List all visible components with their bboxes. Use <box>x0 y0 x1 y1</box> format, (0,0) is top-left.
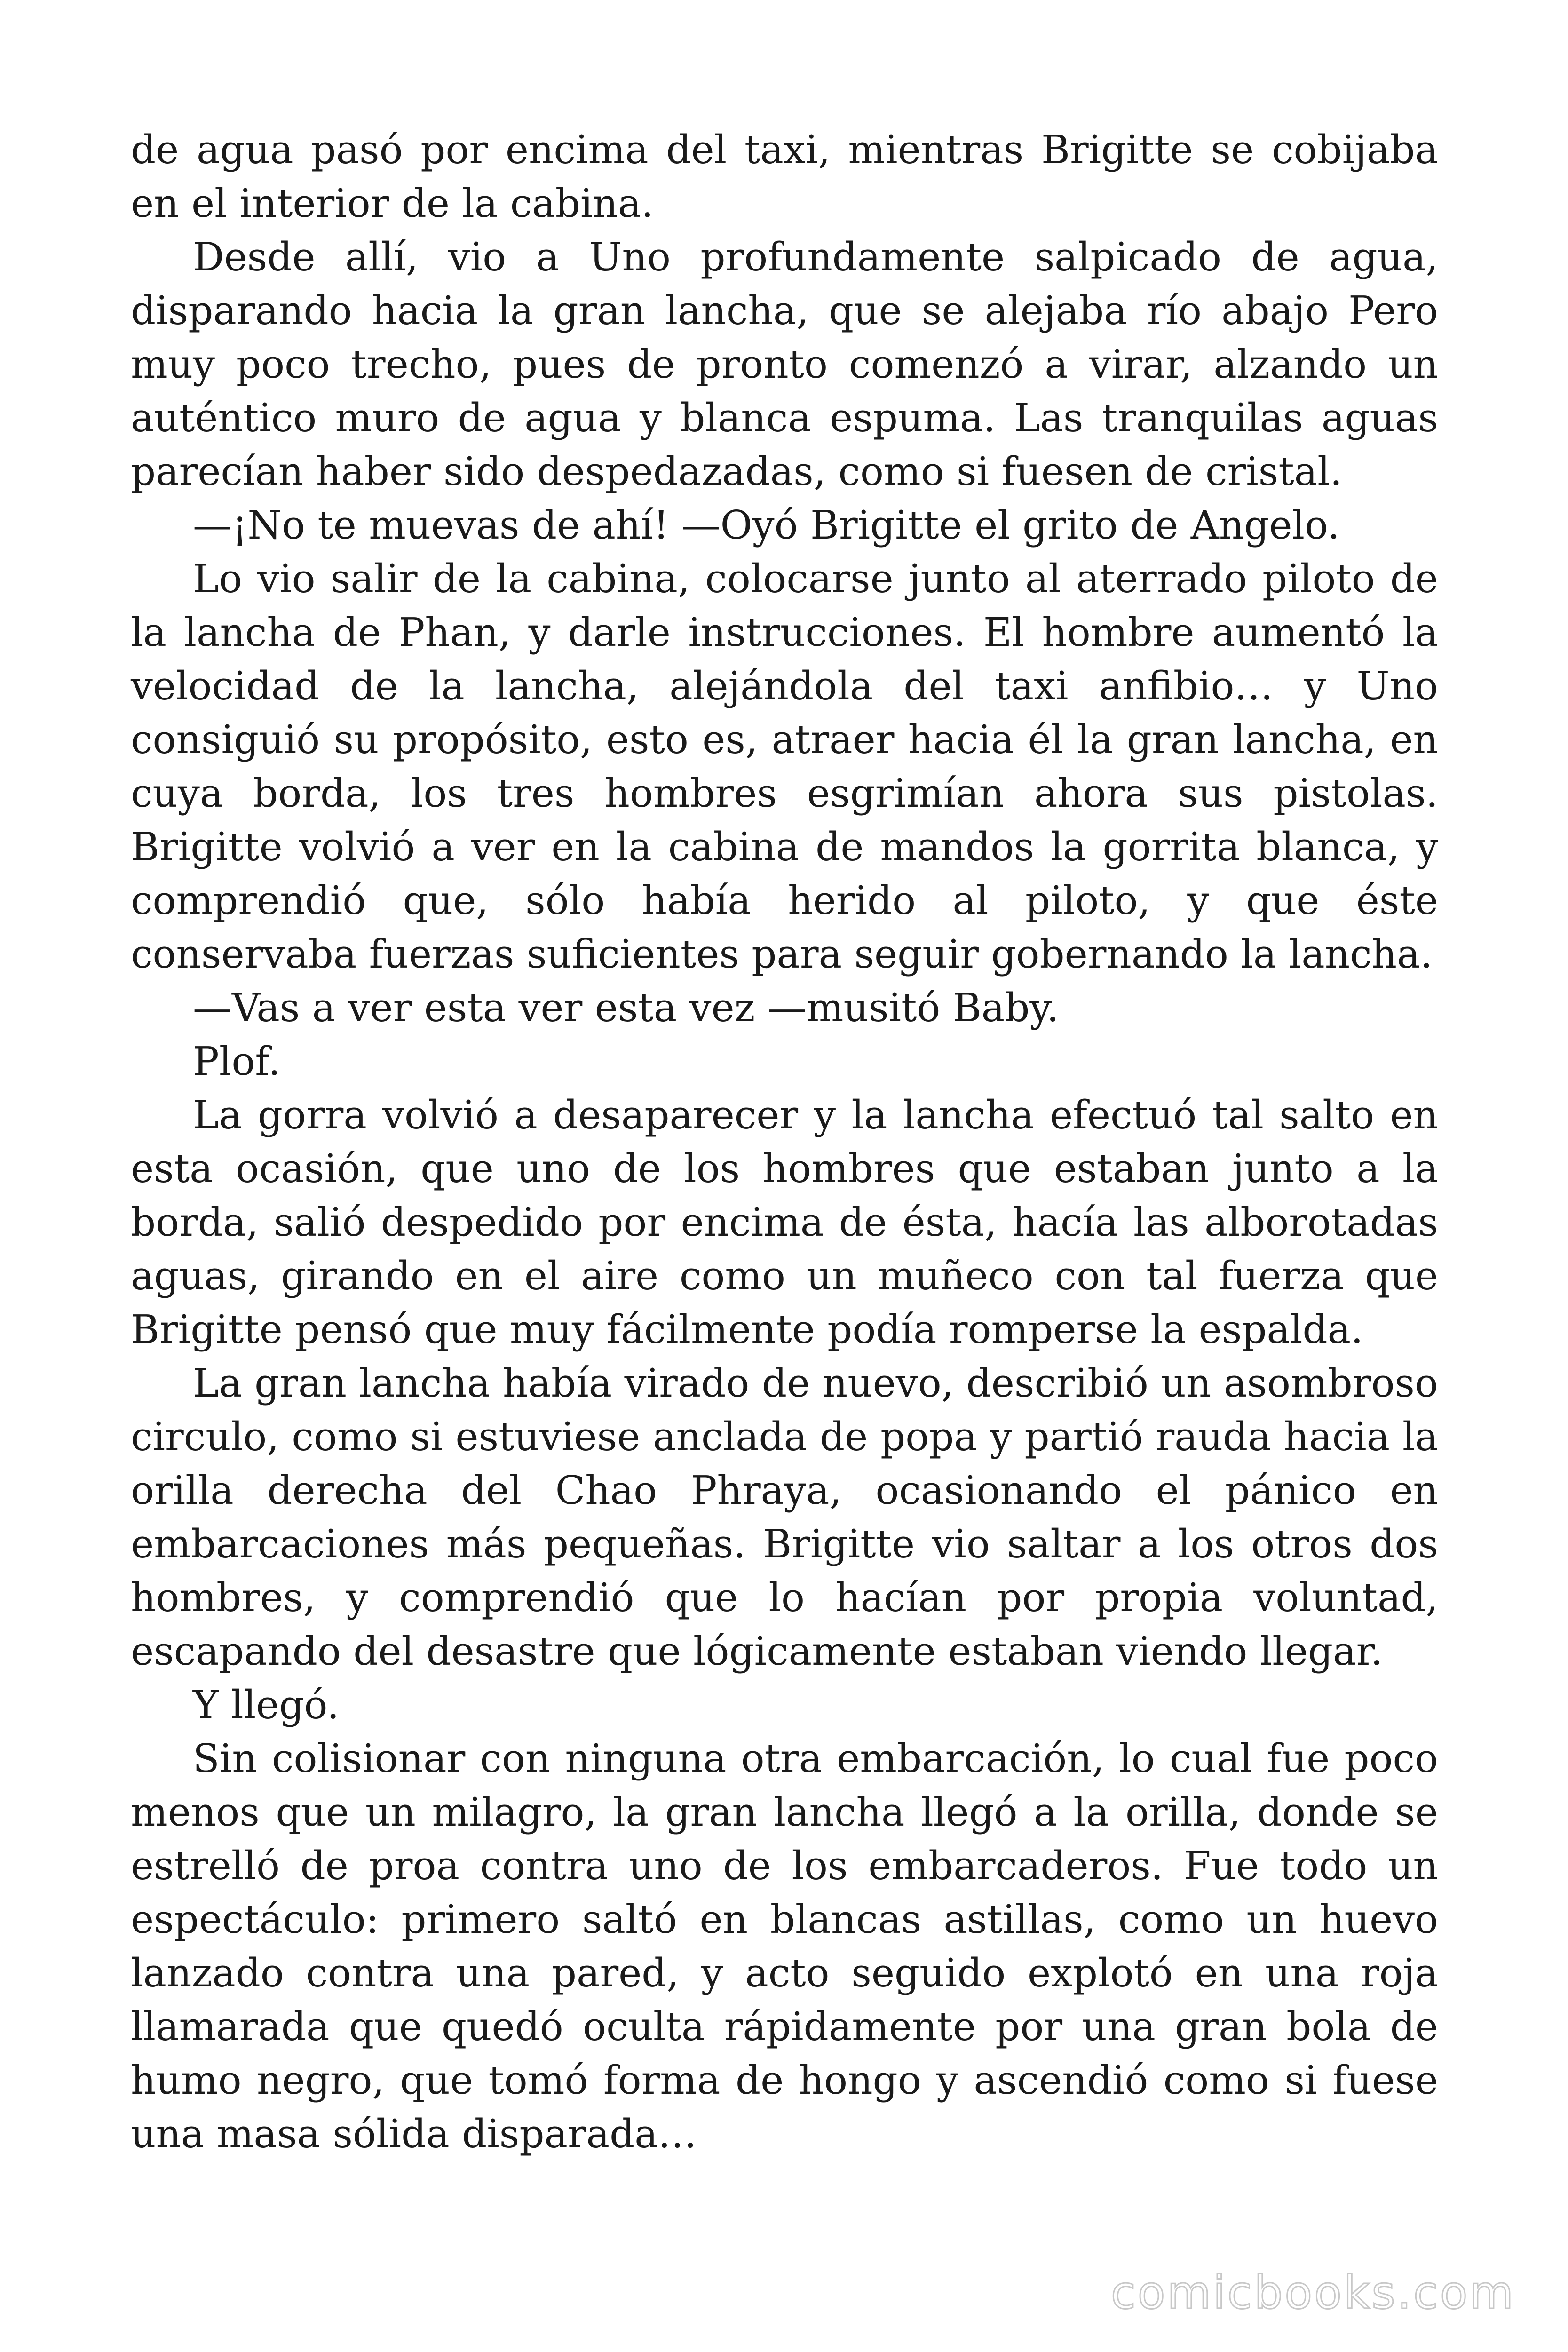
paragraph: Plof. <box>193 1039 281 1084</box>
paragraph-continuation: de agua pasó por encima del taxi, mientras Brigitte se cobijaba en el interior de la cabina. <box>131 127 1438 226</box>
dialogue-paragraph: —¡No te muevas de ahí! —Oyó Brigitte el grito de Angelo. <box>193 502 1340 548</box>
paragraph: Y llegó. <box>193 1682 340 1728</box>
dialogue-paragraph: —Vas a ver esta ver esta vez —musitó Baby. <box>193 985 1059 1031</box>
paragraph: La gorra volvió a desaparecer y la lancha efectuó tal salto en esta ocasión, que uno de los hombres que estaban junto a la borda, salió despedido por encima de ésta, hacía las alborotadas aguas, girando en el aire como un muñeco con tal fuerza que Brigitte pensó que muy fácilmente podía romperse la espalda. <box>131 1092 1438 1352</box>
paragraph: Desde allí, vio a Uno profundamente salpicado de agua, disparando hacia la gran lancha, que se alejaba río abajo Pero muy poco trecho, pues de pronto comenzó a virar, alzando un auténtico muro de agua y blanca espuma. Las tranquilas aguas parecían haber sido despedazadas, como si fuesen de cristal. <box>131 234 1438 494</box>
watermark: comicbooks.com <box>1110 2266 1515 2319</box>
paragraph: La gran lancha había virado de nuevo, describió un asombroso circulo, como si estuviese anclada de popa y partió rauda hacia la orilla derecha del Chao Phraya, ocasionando el pánico en embarcaciones más pequeñas. Brigitte vio saltar a los otros dos hombres, y comprendió que lo hacían por propia voluntad, escapando del desastre que lógicamente estaban viendo llegar. <box>131 1360 1438 1674</box>
body-text <box>131 123 1438 2161</box>
paragraph: Lo vio salir de la cabina, colocarse junto al aterrado piloto de la lancha de Phan, y darle instrucciones. El hombre aumentó la velocidad de la lancha, alejándola del taxi anfibio… y Uno consiguió su propósito, esto es, atraer hacia él la gran lancha, en cuya borda, los tres hombres esgrimían ahora sus pistolas. Brigitte volvió a ver en la cabina de mandos la gorrita blanca, y comprendió que, sólo había herido al piloto, y que éste conservaba fuerzas suficientes para seguir gobernando la lancha. <box>131 556 1438 977</box>
paragraph: Sin colisionar con ninguna otra embarcación, lo cual fue poco menos que un milagro, la gran lancha llegó a la orilla, donde se estrelló de proa contra uno de los embarcaderos. Fue todo un espectáculo: primero saltó en blancas astillas, como un huevo lanzado contra una pared, y acto seguido explotó en una roja llamarada que quedó oculta rápidamente por una gran bola de humo negro, que tomó forma de hongo y ascendió como si fuese una masa sólida disparada… <box>131 1736 1438 2157</box>
